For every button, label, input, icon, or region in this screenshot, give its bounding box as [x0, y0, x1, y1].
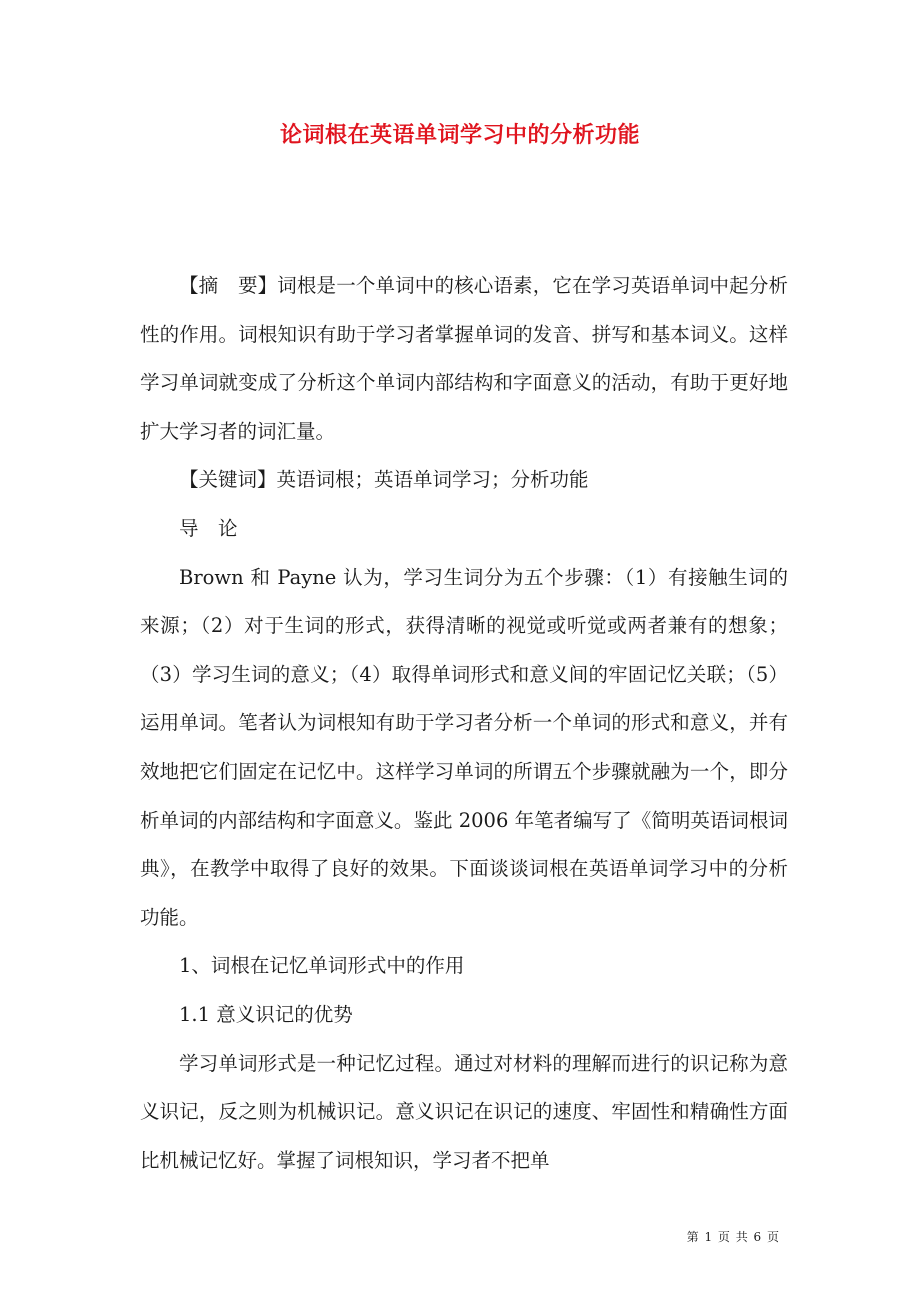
keywords-paragraph: 【关键词】英语词根；英语单词学习；分析功能 [179, 468, 589, 492]
intro-heading: 导 论 [179, 516, 238, 540]
document-body [140, 262, 788, 1185]
section-1-1-heading: 1.1 意义识记的优势 [179, 1002, 353, 1026]
document-title: 论词根在英语单词学习中的分析功能 [279, 122, 640, 148]
section-1-1-paragraph: 学习单词形式是一种记忆过程。通过对材料的理解而进行的识记称为意义识记，反之则为机械识记。意义识记在识记的速度、牢固性和精确性方面比机械记忆好。掌握了词根知识，学习者不把单 [140, 1051, 788, 1172]
intro-paragraph: Brown 和 Payne 认为，学习生词分为五个步骤：（1）有接触生词的来源；（2）对于生词的形式，获得清晰的视觉或听觉或两者兼有的想象；（3）学习生词的意义；（4）取得单词形式和意义间的牢固记忆关联；（5）运用单词。笔者认为词根知有助于学习者分析一个单词的形式和意义，并有效地把它们固定在记忆中。这样学习单词的所谓五个步骤就融为一个，即分析单词的内部结构和字面意义。鉴此 2006 年笔者编写了《简明英语词根词典》，在教学中取得了良好的效果。下面谈谈词根在英语单词学习中的分析功能。 [140, 565, 788, 929]
section-1-heading: 1、词根在记忆单词形式中的作用 [179, 954, 465, 978]
abstract-paragraph: 【摘 要】词根是一个单词中的核心语素，它在学习英语单词中起分析性的作用。词根知识有助于学习者掌握单词的发音、拼写和基本词义。这样学习单词就变成了分析这个单词内部结构和字面意义的活动，有助于更好地扩大学习者的词汇量。 [140, 274, 788, 443]
page-indicator: 第 1 页 共 6 页 [686, 1230, 780, 1244]
